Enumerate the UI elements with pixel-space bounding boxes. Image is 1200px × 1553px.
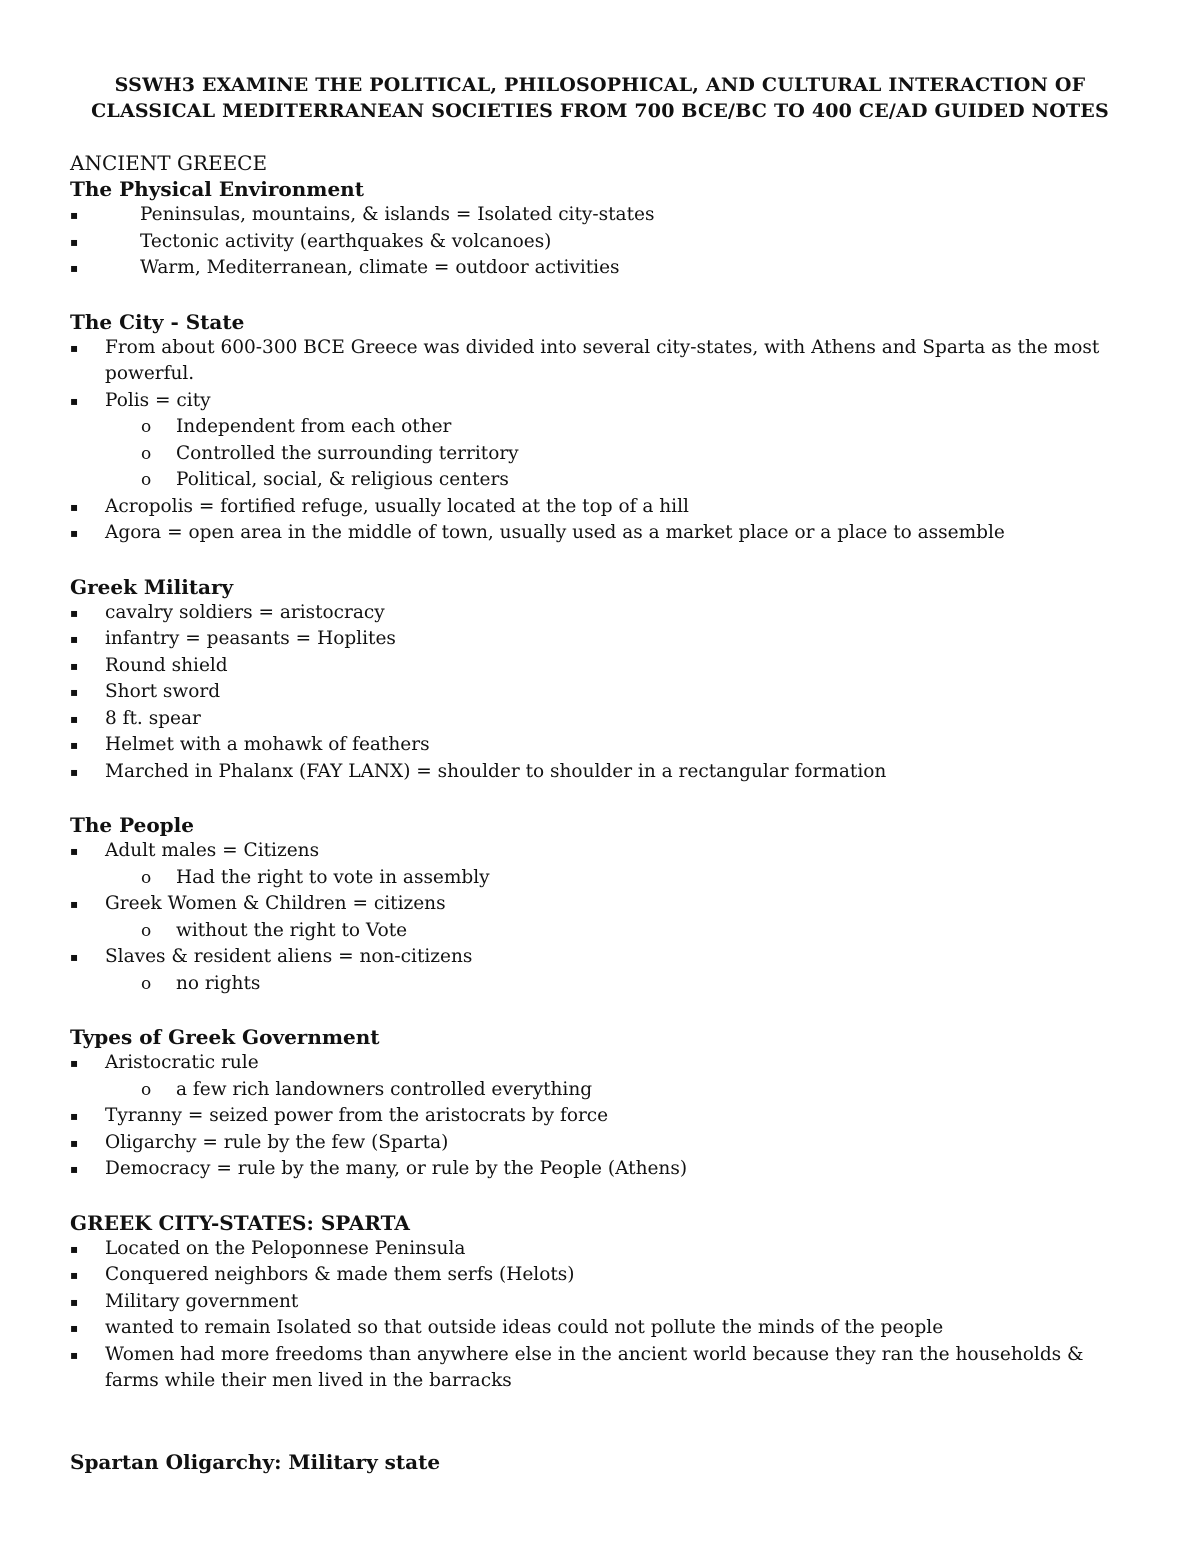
list-item: ▪ 8 ft. spear (70, 706, 1130, 733)
people-list-1 (70, 838, 1130, 865)
list-item: ▪ infantry = peasants = Hoplites (70, 626, 1130, 653)
list-item: ▪ Round shield (70, 653, 1130, 680)
bullet-marker: ▪ (70, 526, 79, 540)
list-item: ▪ Slaves & resident aliens = non-citizens (70, 944, 1130, 971)
sub-bullet-marker: o (141, 443, 152, 464)
list-item: ▪ From about 600-300 BCE Greece was divided into several city-states, with Athens and Sparta as the most powerful. (70, 336, 1100, 384)
bullet-marker: ▪ (70, 1268, 79, 1282)
list-item: ▪ Conquered neighbors & made them serfs (Helots) (70, 1262, 1130, 1289)
military-list (70, 600, 1130, 786)
heading-the-people: The People (70, 813, 194, 837)
list-item: ▪ Acropolis = fortified refuge, usually located at the top of a hill (70, 494, 1130, 521)
sub-bullet-marker: o (141, 417, 152, 437)
bullet-marker: ▪ (70, 234, 79, 249)
heading-greek-government: Types of Greek Government (70, 1025, 380, 1049)
heading-spartan-oligarchy: Spartan Oligarchy: Military state (70, 1449, 441, 1474)
government-sublist (70, 1077, 1130, 1104)
list-item: ▪ Military government (70, 1289, 1130, 1316)
city-state-list (70, 335, 1130, 415)
government-list-1 (70, 1050, 1130, 1077)
document-title (0, 72, 1200, 124)
sub-bullet-marker: o (141, 920, 152, 941)
bullet-marker: ▪ (70, 658, 79, 673)
sub-bullet-marker: o (141, 1079, 152, 1100)
bullet-marker: ▪ (70, 1294, 79, 1309)
sub-bullet-marker: o (141, 470, 152, 490)
sub-list-item: o without the right to Vote (70, 918, 1130, 945)
sub-bullet-marker: o (141, 973, 152, 994)
section-ancient-greece: ANCIENT GREECE (70, 151, 268, 175)
sparta-list (70, 1236, 1130, 1395)
list-item: ▪ Tectonic activity (earthquakes & volcanoes) (70, 229, 1130, 256)
bullet-marker: ▪ (70, 950, 79, 964)
bullet-marker: ▪ (70, 1321, 79, 1335)
bullet-marker: ▪ (70, 1162, 79, 1176)
title-line-1: SSWH3 EXAMINE THE POLITICAL, PHILOSOPHICAL, AND CULTURAL INTERACTION OF (114, 74, 1086, 96)
sub-list-item: o Had the right to vote in assembly (70, 865, 1130, 892)
sub-list-item: o Controlled the surrounding territory (70, 441, 1130, 468)
list-item: ▪ cavalry soldiers = aristocracy (70, 600, 1130, 627)
sub-bullet-marker: o (141, 867, 152, 888)
bullet-marker: ▪ (70, 499, 79, 514)
bullet-marker: ▪ (70, 1241, 79, 1256)
bullet-marker: ▪ (70, 685, 79, 699)
heading-sparta: GREEK CITY-STATES: SPARTA (70, 1210, 410, 1235)
people-list-2 (70, 891, 1130, 918)
sub-list-item: o Independent from each other (70, 414, 1130, 441)
people-list-3 (70, 944, 1130, 971)
heading-physical-environment: The Physical Environment (70, 177, 364, 201)
people-sublist-3 (70, 971, 1130, 998)
list-item: ▪ wanted to remain Isolated so that outside ideas could not pollute the minds of the people (70, 1315, 1130, 1342)
bullet-marker: ▪ (70, 208, 79, 222)
sub-list-item: o no rights (70, 971, 1130, 998)
list-item: ▪ Warm, Mediterranean, climate = outdoor activities (70, 255, 1130, 282)
list-item: ▪ Aristocratic rule (70, 1050, 1130, 1077)
bullet-marker: ▪ (70, 738, 79, 752)
list-item: ▪ Peninsulas, mountains, & islands = Isolated city-states (70, 202, 1130, 229)
list-item: ▪ Located on the Peloponnese Peninsula (70, 1236, 1130, 1263)
list-item: ▪ Tyranny = seized power from the aristocrats by force (70, 1103, 1130, 1130)
list-item: ▪ Democracy = rule by the many, or rule by the People (Athens) (70, 1156, 1130, 1183)
bullet-marker: ▪ (70, 1347, 79, 1362)
bullet-marker: ▪ (70, 711, 79, 726)
list-item: ▪ Helmet with a mohawk of feathers (70, 732, 1130, 759)
list-item: ▪ Oligarchy = rule by the few (Sparta) (70, 1130, 1130, 1157)
sub-list-item: o Political, social, & religious centers (70, 467, 1130, 494)
people-sublist-2 (70, 918, 1130, 945)
city-state-list-continued (70, 494, 1130, 547)
list-item: ▪ Greek Women & Children = citizens (70, 891, 1130, 918)
list-item: ▪ Women had more freedoms than anywhere else in the ancient world because they ran the households & farms while their men lived in the barracks (70, 1343, 1084, 1391)
bullet-marker: ▪ (70, 340, 79, 355)
government-list-2 (70, 1103, 1130, 1183)
list-item: ▪ Short sword (70, 679, 1130, 706)
list-item: ▪ Agora = open area in the middle of town, usually used as a market place or a place to assemble (70, 520, 1130, 547)
bullet-marker: ▪ (70, 1056, 79, 1070)
list-item: ▪ Marched in Phalanx (FAY LANX) = shoulder to shoulder in a rectangular formation (70, 759, 1130, 786)
physical-environment-list (70, 202, 1130, 282)
people-sublist-1 (70, 865, 1130, 892)
bullet-marker: ▪ (70, 844, 79, 858)
bullet-marker: ▪ (70, 261, 79, 275)
bullet-marker: ▪ (70, 393, 79, 408)
list-item: ▪ Adult males = Citizens (70, 838, 1130, 865)
bullet-marker: ▪ (70, 1135, 79, 1150)
bullet-marker: ▪ (70, 764, 79, 779)
heading-city-state: The City - State (70, 309, 245, 334)
bullet-marker: ▪ (70, 1109, 79, 1123)
list-item: ▪ Polis = city (70, 388, 1130, 415)
heading-greek-military: Greek Military (70, 574, 234, 599)
bullet-marker: ▪ (70, 605, 79, 620)
sub-list-item: o a few rich landowners controlled everything (70, 1077, 1130, 1104)
bullet-marker: ▪ (70, 632, 79, 646)
notes-content (70, 150, 1130, 1475)
bullet-marker: ▪ (70, 897, 79, 911)
polis-sublist (70, 414, 1130, 494)
title-line-2: CLASSICAL MEDITERRANEAN SOCIETIES FROM 700 BCE/BC TO 400 CE/AD GUIDED NOTES (91, 100, 1109, 122)
